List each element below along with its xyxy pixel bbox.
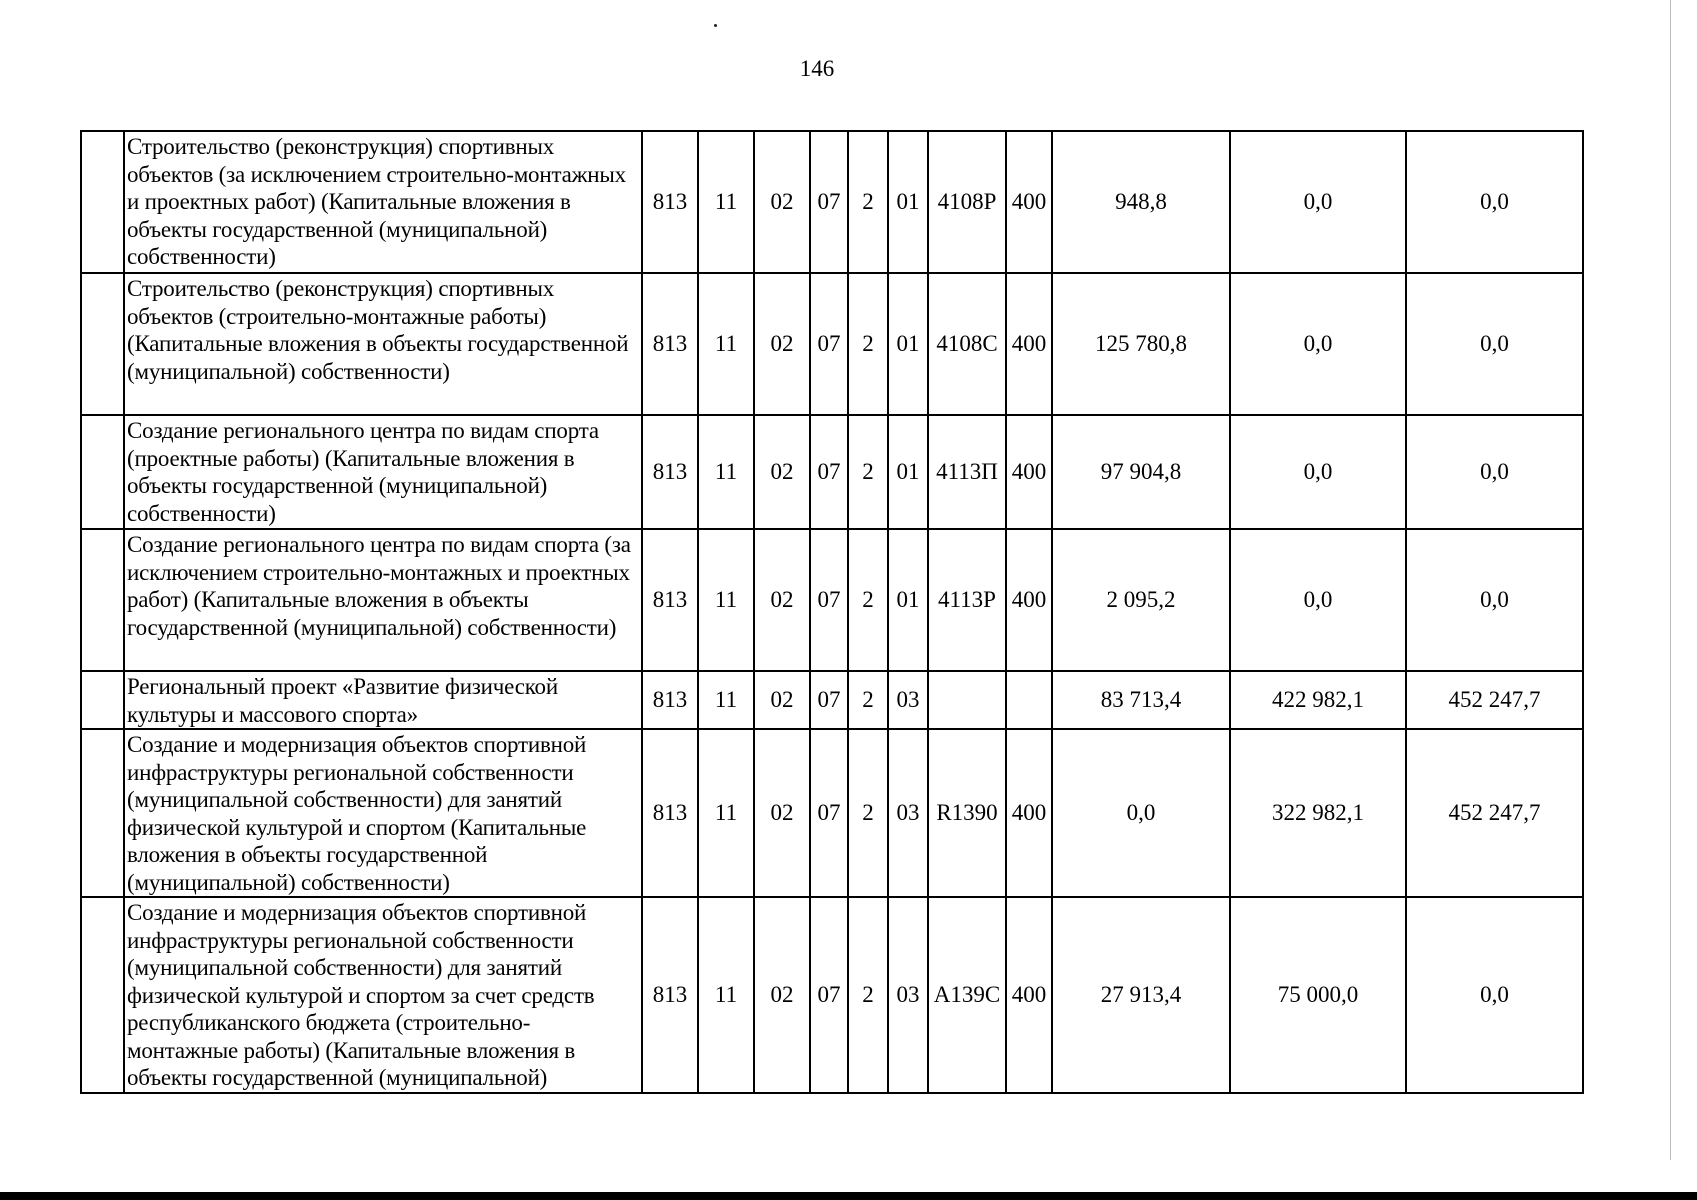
code-subsection: 02 (754, 897, 810, 1093)
code-subprogram: 2 (848, 273, 888, 415)
amount-year-2: 422 982,1 (1230, 671, 1406, 729)
code-direction: А139С (928, 897, 1006, 1093)
table-row (81, 131, 1583, 273)
code-section: 11 (698, 671, 754, 729)
code-event: 01 (888, 131, 928, 273)
table-row (81, 897, 1583, 1093)
code-ministry: 813 (642, 897, 698, 1093)
page-number: 146 (799, 56, 835, 81)
budget-table (80, 130, 1584, 1094)
amount-year-1: 2 095,2 (1052, 529, 1230, 671)
code-program: 07 (810, 897, 848, 1093)
code-section: 11 (698, 273, 754, 415)
code-ministry: 813 (642, 671, 698, 729)
code-program: 07 (810, 729, 848, 897)
scan-bottom-bar (0, 1192, 1697, 1200)
code-subsection: 02 (754, 273, 810, 415)
table-row (81, 273, 1583, 415)
row-name: Строительство (реконструкция) спортивных объектов (строительно-монтажные работы) (Капитальные вложения в объекты государственной (муниципальной) собственности) (124, 273, 642, 415)
table-row (81, 729, 1583, 897)
code-subprogram: 2 (848, 729, 888, 897)
code-ministry: 813 (642, 415, 698, 529)
table-row (81, 415, 1583, 529)
code-subsection: 02 (754, 729, 810, 897)
table-row (81, 529, 1583, 671)
amount-year-2: 322 982,1 (1230, 729, 1406, 897)
blank-cell (81, 273, 124, 415)
amount-year-2: 0,0 (1230, 415, 1406, 529)
code-subsection: 02 (754, 671, 810, 729)
code-program: 07 (810, 131, 848, 273)
code-event: 03 (888, 729, 928, 897)
code-subprogram: 2 (848, 529, 888, 671)
code-ministry: 813 (642, 729, 698, 897)
code-subprogram: 2 (848, 897, 888, 1093)
code-expense-type: 400 (1006, 415, 1052, 529)
code-section: 11 (698, 897, 754, 1093)
code-program: 07 (810, 671, 848, 729)
code-subsection: 02 (754, 529, 810, 671)
code-direction: 4108С (928, 273, 1006, 415)
code-direction: 4108Р (928, 131, 1006, 273)
code-subsection: 02 (754, 131, 810, 273)
code-ministry: 813 (642, 131, 698, 273)
code-ministry: 813 (642, 529, 698, 671)
code-section: 11 (698, 529, 754, 671)
row-name: Региональный проект «Развитие физической культуры и массового спорта» (124, 671, 642, 729)
amount-year-3: 0,0 (1406, 529, 1583, 671)
row-name: Создание и модернизация объектов спортивной инфраструктуры региональной собственности (муниципальной собственности) для занятий физической культурой и спортом за счет средств республиканского бюджета (строительно-монтажные работы) (Капитальные вложения в объекты государственной (муниципальной) (124, 897, 642, 1093)
code-program: 07 (810, 529, 848, 671)
scan-edge-line (1670, 0, 1671, 1160)
amount-year-2: 0,0 (1230, 131, 1406, 273)
amount-year-1: 83 713,4 (1052, 671, 1230, 729)
code-event: 01 (888, 529, 928, 671)
code-direction: 4113Р (928, 529, 1006, 671)
row-name: Создание регионального центра по видам спорта (проектные работы) (Капитальные вложения в объекты государственной (муниципальной) собственности) (124, 415, 642, 529)
row-name: Создание регионального центра по видам спорта (за исключением строительно-монтажных и проектных работ) (Капитальные вложения в объекты государственной (муниципальной) собственности) (124, 529, 642, 671)
amount-year-3: 452 247,7 (1406, 671, 1583, 729)
amount-year-1: 125 780,8 (1052, 273, 1230, 415)
code-expense-type (1006, 671, 1052, 729)
amount-year-3: 0,0 (1406, 131, 1583, 273)
code-expense-type: 400 (1006, 729, 1052, 897)
blank-cell (81, 415, 124, 529)
code-expense-type: 400 (1006, 897, 1052, 1093)
code-event: 01 (888, 415, 928, 529)
code-subprogram: 2 (848, 671, 888, 729)
amount-year-2: 0,0 (1230, 529, 1406, 671)
code-expense-type: 400 (1006, 529, 1052, 671)
blank-cell (81, 131, 124, 273)
amount-year-2: 75 000,0 (1230, 897, 1406, 1093)
code-program: 07 (810, 273, 848, 415)
amount-year-2: 0,0 (1230, 273, 1406, 415)
code-direction: 4113П (928, 415, 1006, 529)
code-section: 11 (698, 131, 754, 273)
row-name: Строительство (реконструкция) спортивных объектов (за исключением строительно-монтажных и проектных работ) (Капитальные вложения в объекты государственной (муниципальной) собственности) (124, 131, 642, 273)
amount-year-3: 0,0 (1406, 897, 1583, 1093)
code-event: 03 (888, 671, 928, 729)
code-direction: R1390 (928, 729, 1006, 897)
amount-year-3: 452 247,7 (1406, 729, 1583, 897)
code-expense-type: 400 (1006, 273, 1052, 415)
amount-year-1: 0,0 (1052, 729, 1230, 897)
code-event: 03 (888, 897, 928, 1093)
row-name: Создание и модернизация объектов спортивной инфраструктуры региональной собственности (муниципальной собственности) для занятий физической культурой и спортом (Капитальные вложения в объекты государственной (муниципальной) собственности) (124, 729, 642, 897)
table-row (81, 671, 1583, 729)
scan-speck (714, 24, 717, 27)
blank-cell (81, 529, 124, 671)
amount-year-1: 97 904,8 (1052, 415, 1230, 529)
code-expense-type: 400 (1006, 131, 1052, 273)
code-section: 11 (698, 729, 754, 897)
code-section: 11 (698, 415, 754, 529)
code-direction (928, 671, 1006, 729)
code-ministry: 813 (642, 273, 698, 415)
amount-year-3: 0,0 (1406, 415, 1583, 529)
amount-year-1: 948,8 (1052, 131, 1230, 273)
blank-cell (81, 897, 124, 1093)
code-subprogram: 2 (848, 415, 888, 529)
blank-cell (81, 671, 124, 729)
amount-year-1: 27 913,4 (1052, 897, 1230, 1093)
code-subsection: 02 (754, 415, 810, 529)
code-subprogram: 2 (848, 131, 888, 273)
blank-cell (81, 729, 124, 897)
code-program: 07 (810, 415, 848, 529)
code-event: 01 (888, 273, 928, 415)
amount-year-3: 0,0 (1406, 273, 1583, 415)
